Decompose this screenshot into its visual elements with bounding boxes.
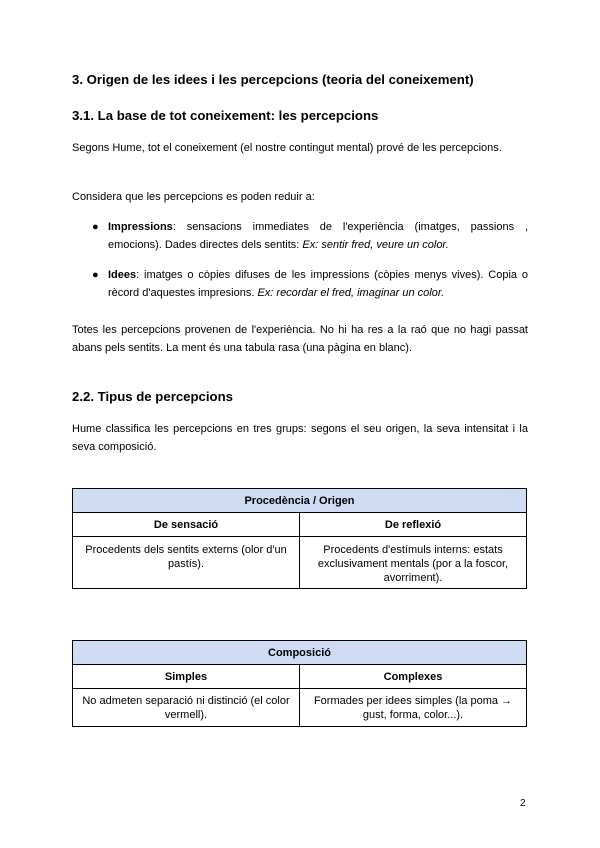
composition-cell-simple: No admeten separació ni distinció (el color vermell). [73,689,300,727]
bullet-ideas [92,267,528,303]
section-2-paragraph-1: Hume classifica les percepcions en tres grups: segons el seu origen, la seva intensitat i la seva composició. [72,423,528,453]
section-1-paragraph-3: Totes les percepcions provenen de l'experiència. No hi ha res a la raó que no hagi passat abans pels sentits. La ment és una tabula rasa (una pàgina en blanc). [72,324,528,354]
origin-cell-reflection: Procedents d'estímuls interns: estats exclusivament mentals (por a la foscor, avorriment). [300,537,527,589]
section-1-paragraph-1: Segons Hume, tot el coneixement (el nostre contingut mental) prové de les percepcions. [72,142,502,154]
bullet-example: Ex: recordar el fred, imaginar un color. [257,286,445,299]
origin-table-header: Procedència / Origen [73,489,527,513]
bullet-example: Ex: sentir fred, veure un color. [302,238,449,251]
main-heading: 3. Origen de les idees i les percepcions (teoria del coneixement) [72,72,474,87]
bullet-text [108,219,528,254]
bullet-impressions [92,219,528,255]
bullet-dot: ● [92,269,99,281]
bullet-term: Idees [108,269,137,281]
section-1-title: 3.1. La base de tot coneixement: les percepcions [72,108,379,123]
origin-col-sensation: De sensació [73,513,300,537]
bullet-dot: ● [92,221,99,233]
origin-col-reflection: De reflexió [300,513,527,537]
composition-col-simple: Simples [73,665,300,689]
bullet-term: Impressions [108,221,173,233]
bullet-description: : imatges o còpies difuses de les impressions (còpies menys vives). Copia o rècord d'aquestes impresions. [108,269,528,299]
composition-cell-complex: Formades per idees simples (la poma → gust, forma, color...). [300,689,527,727]
section-1-paragraph-2: Considera que les percepcions es poden reduir a: [72,191,315,203]
origin-table [72,488,527,589]
origin-cell-sensation: Procedents dels sentits externs (olor d'un pastís). [73,537,300,589]
composition-table [72,640,527,727]
bullet-description: : sensacions immediates de l'experiència (imatges, passions , emocions). Dades directes dels sentits: [108,221,528,251]
composition-col-complex: Complexes [300,665,527,689]
bullet-text [108,267,528,302]
composition-table-header: Composició [73,641,527,665]
section-2-title: 2.2. Tipus de percepcions [72,389,233,404]
page-number: 2 [520,798,526,809]
